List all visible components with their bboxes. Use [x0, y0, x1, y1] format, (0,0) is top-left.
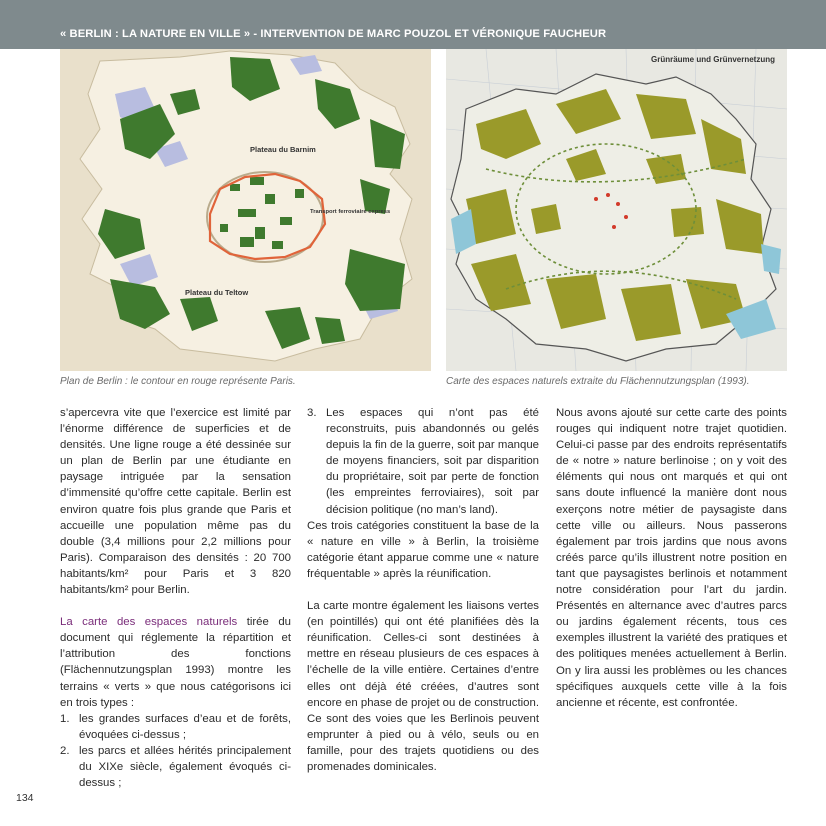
text-column-3 — [556, 405, 787, 711]
paragraph: Nous avons ajouté sur cette carte des points rouges qui indiquent notre trajet quotidien. Celui-ci passe par des endroits représentatifs de « notre » nature berlinoise ; on y voit des éléments qui nous ont marqués et qui ont sans doute influencé la manière dont nous exerçons notre métier de paysagiste dans cette ville ou ailleurs. Nous passerons également par trois jardins que nous avons créés parce qu’ils illustrent notre position en tant que paysagistes berlinois et notamment notre considération pour l’art du jardin. Présentés en alternance avec d’autres parcs ou jardins également récents, tous ces exemples illustrent la variété des pratiques et des politiques menées actuellement à Berlin. On y lira aussi les problèmes ou les chances spécifiques auxquels cette ville à la fois ancienne et récente, est confrontée. — [556, 407, 787, 709]
paragraph: Ces trois catégories constituent la base de la « nature en ville » à Berlin, la troisième catégorie étant apparue comme une « nature fréquentable » après la réunification. — [307, 519, 539, 580]
right-map-title: Grünräume und Grünvernetzung — [651, 55, 776, 64]
label-transport-ferroviaire: Transport ferroviaire express — [310, 209, 391, 215]
list-item — [60, 743, 291, 791]
page-number: 134 — [16, 792, 34, 804]
green-spaces-illustration — [446, 49, 787, 371]
list-number: 1. — [60, 712, 70, 725]
header-band — [0, 0, 826, 49]
list-item — [307, 405, 539, 518]
text-column-2 — [307, 405, 539, 775]
label-plateau-barnim: Plateau du Barnim — [250, 145, 316, 154]
list-text: les grandes surfaces d’eau et de forêts, évoquées ci-dessus ; — [79, 712, 291, 741]
list-types-continued — [307, 405, 539, 518]
label-plateau-teltow: Plateau du Teltow — [185, 288, 249, 297]
text-column-1 — [60, 405, 291, 791]
paragraph: La carte montre également les liaisons vertes (en pointillés) qui ont été planifiées dès la réunification. Celles-ci sont destinées à mettre en réseau plusieurs de ces espaces à l’échelle de la ville entière. Certaines d’entre elles ont déjà été créées, d’autres sont encore en phase de projet ou de construction. Ce sont des voies que les Berlinois peuvent emprunter à pied ou à vélo, seuls ou en famille, pour des trajets quotidiens ou des promenades dominicales. — [307, 600, 539, 773]
berlin-plan-map — [60, 49, 431, 371]
left-map-caption: Plan de Berlin : le contour en rouge représente Paris. — [60, 376, 296, 387]
list-text: les parcs et allées hérités principalement du XIXe siècle, également évoqués ci-dessus ; — [79, 744, 291, 790]
list-number: 3. — [307, 407, 317, 419]
paragraph: s’apercevra vite que l’exercice est limité par l’énorme différence de superficies et de densités. Une ligne rouge a été dessinée sur un plan de Berlin par une étudiante en paysage intriguée par la sensation d’immensité qu’offre cette capitale. Berlin est environ quatre fois plus grande que Paris et accueille une population même pas du double (3,4 millions pour 2,2 millions pour Paris). Comparaison des densités : 20 700 habitants/km² pour Paris et 3 820 habitants/km² pour Berlin. — [60, 407, 291, 597]
paragraph-carte — [60, 614, 291, 711]
berlin-plan-illustration — [60, 49, 431, 371]
list-types — [60, 711, 291, 791]
list-item — [60, 711, 291, 743]
running-header-title: « BERLIN : LA NATURE EN VILLE » - INTERVENTION DE MARC POUZOL ET VÉRONIQUE FAUCHEUR — [60, 28, 607, 40]
list-number: 2. — [60, 744, 70, 757]
paragraph-text: tirée du document qui réglemente la répartition et l’attribution des fonctions (Flächennutzungsplan 1993) montre les terrains « verts » que nous catégorisons ici en trois types : — [60, 616, 291, 709]
green-spaces-map — [446, 49, 787, 371]
list-text: Les espaces qui n’ont pas été reconstruits, puis abandonnés ou gelés depuis la fin de la guerre, soit par manque de moyens financiers, soit par disparition du propriétaire, soit par perte de fonction (les empreintes ferroviaires), soit par décision politique (no man’s land). — [326, 407, 539, 516]
link-term: La carte des espaces naturels — [60, 616, 238, 629]
right-map-caption: Carte des espaces naturels extraite du Flächennutzungsplan (1993). — [446, 376, 750, 387]
